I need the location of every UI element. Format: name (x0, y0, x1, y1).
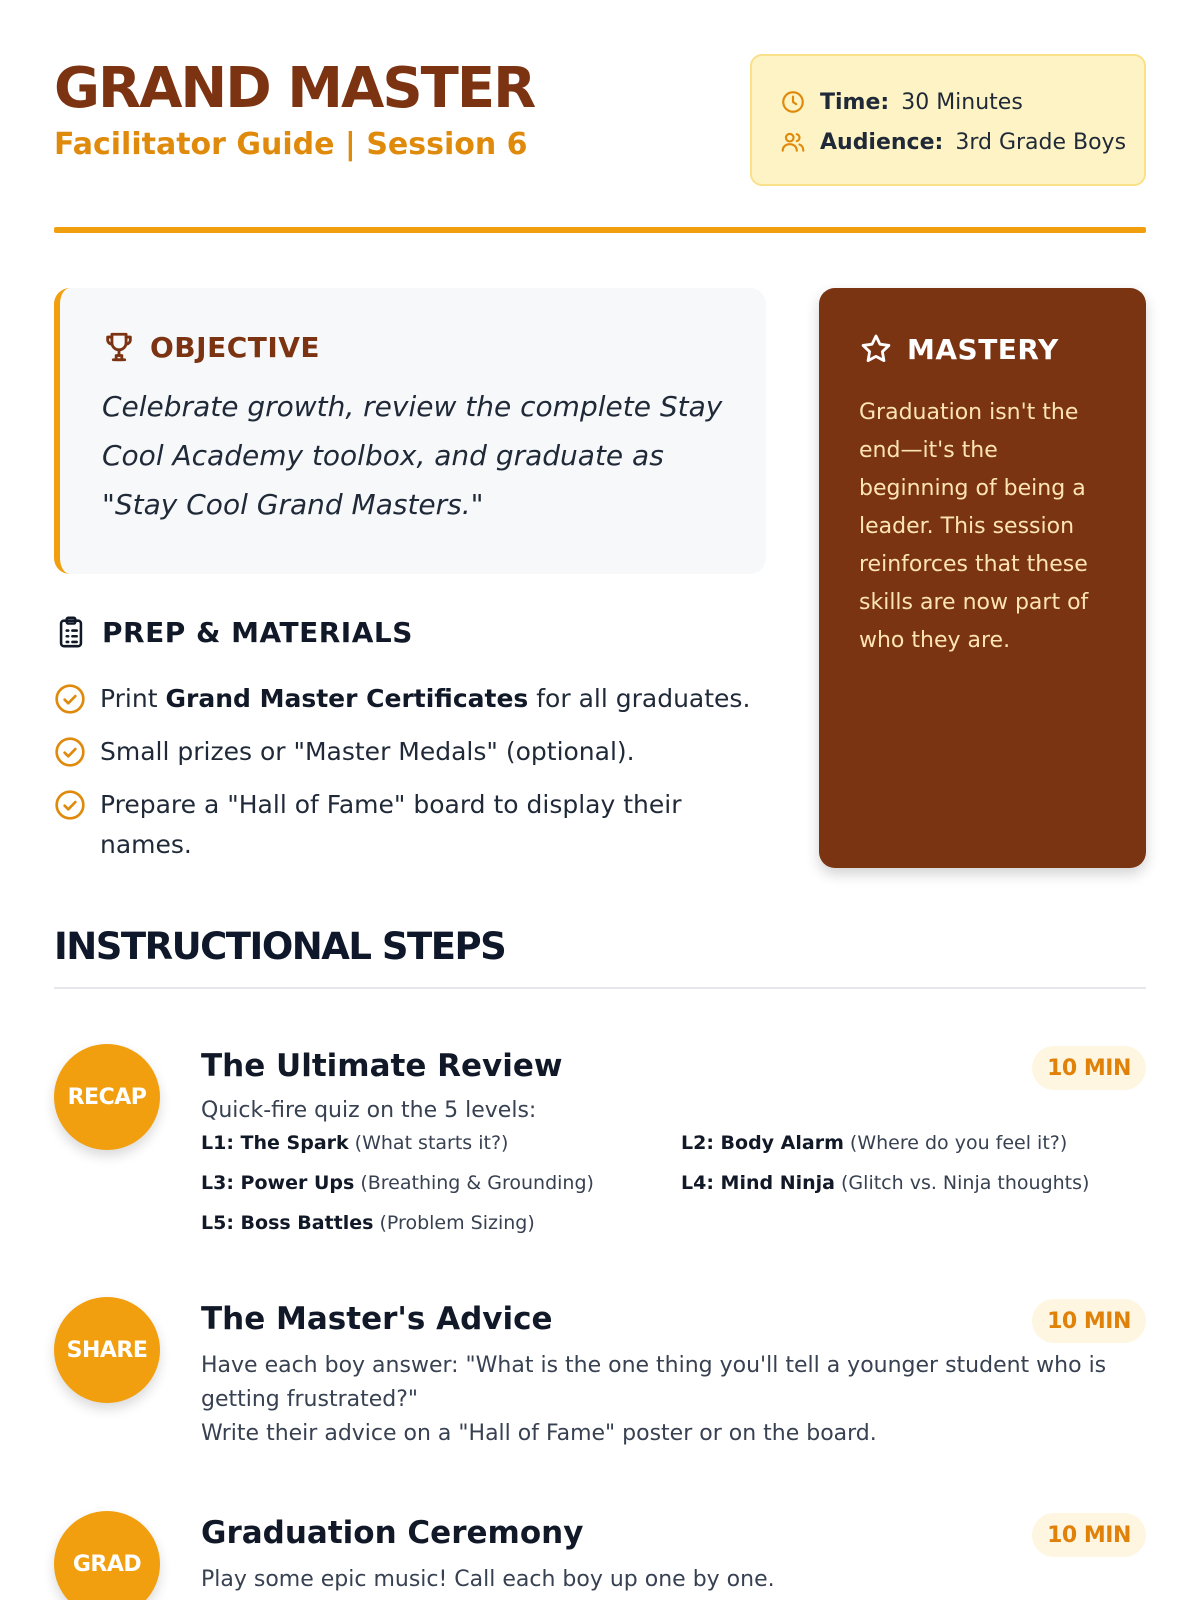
prep-item (54, 732, 766, 772)
level-item: L5: Boss Battles (Problem Sizing) (201, 1212, 535, 1234)
step-badge: RECAP (54, 1044, 160, 1150)
prep-materials-section (54, 615, 766, 878)
prep-item (54, 785, 766, 865)
check-circle-icon (54, 736, 86, 768)
step-time-badge: 10 MIN (1032, 1299, 1146, 1343)
page-subtitle: Facilitator Guide | Session 6 (54, 127, 528, 162)
step-time-badge: 10 MIN (1032, 1046, 1146, 1090)
star-icon (859, 332, 893, 366)
page-title: GRAND MASTER (54, 56, 535, 121)
level-item: L2: Body Alarm (Where do you feel it?) (681, 1132, 1068, 1154)
objective-heading-text: OBJECTIVE (150, 330, 321, 364)
step-badge: GRAD (54, 1511, 160, 1600)
time-value: 30 Minutes (901, 89, 1023, 115)
level-item: L1: The Spark (What starts it?) (201, 1132, 509, 1154)
objective-text: Celebrate growth, review the complete Stay Cool Academy toolbox, and graduate as "Stay Cool Grand Masters." (102, 390, 723, 521)
session-meta-box (750, 54, 1146, 186)
step-text: Quick-fire quiz on the 5 levels: (201, 1098, 537, 1123)
mastery-text: Graduation isn't the end—it's the beginning of being a leader. This session reinforces that these skills are now part of who they are. (859, 400, 1089, 653)
mastery-heading-text: MASTERY (907, 332, 1059, 366)
audience-row (780, 122, 1144, 162)
level-item: L3: Power Ups (Breathing & Grounding) (201, 1172, 594, 1194)
audience-label: Audience: (820, 129, 944, 155)
facilitator-guide-page (54, 0, 1146, 1600)
check-circle-icon (54, 789, 86, 821)
time-row (780, 82, 1144, 122)
objective-heading (102, 330, 746, 364)
step-body (201, 1511, 1146, 1597)
levels-grid (201, 1126, 1146, 1241)
level-item: L4: Mind Ninja (Glitch vs. Ninja thoughts) (681, 1172, 1090, 1194)
step-text: Play some epic music! Call each boy up one by one. (201, 1567, 775, 1592)
clipboard-icon (54, 615, 88, 649)
step-body (201, 1297, 1146, 1451)
mastery-card (819, 288, 1146, 868)
step-time-badge: 10 MIN (1032, 1513, 1146, 1557)
header-divider (54, 227, 1146, 233)
step-title: The Master's Advice (201, 1301, 553, 1337)
steps-heading: INSTRUCTIONAL STEPS (54, 925, 506, 968)
prep-item-text: Small prizes or "Master Medals" (optional). (100, 737, 635, 766)
objective-card (54, 288, 766, 574)
step-title: The Ultimate Review (201, 1048, 563, 1084)
mastery-heading (859, 332, 1106, 366)
step-text-secondary: Write their advice on a "Hall of Fame" poster or on the board. (201, 1421, 877, 1446)
prep-heading-text: PREP & MATERIALS (102, 615, 413, 649)
prep-heading (54, 615, 766, 649)
prep-item-text: Prepare a "Hall of Fame" board to display their names. (100, 790, 682, 859)
steps-divider (54, 987, 1146, 989)
prep-list (54, 679, 766, 865)
audience-value: 3rd Grade Boys (955, 129, 1127, 155)
users-icon (780, 129, 806, 155)
step-text: Have each boy answer: "What is the one thing you'll tell a younger student who is getting frustrated?" (201, 1353, 1107, 1412)
step-badge: SHARE (54, 1297, 160, 1403)
prep-item-text: Print Grand Master Certificates for all graduates. (100, 684, 751, 713)
time-label: Time: (820, 89, 890, 115)
step-body (201, 1044, 1146, 1241)
trophy-icon (102, 330, 136, 364)
check-circle-icon (54, 683, 86, 715)
clock-icon (780, 89, 806, 115)
step-title: Graduation Ceremony (201, 1515, 584, 1551)
prep-item (54, 679, 766, 719)
